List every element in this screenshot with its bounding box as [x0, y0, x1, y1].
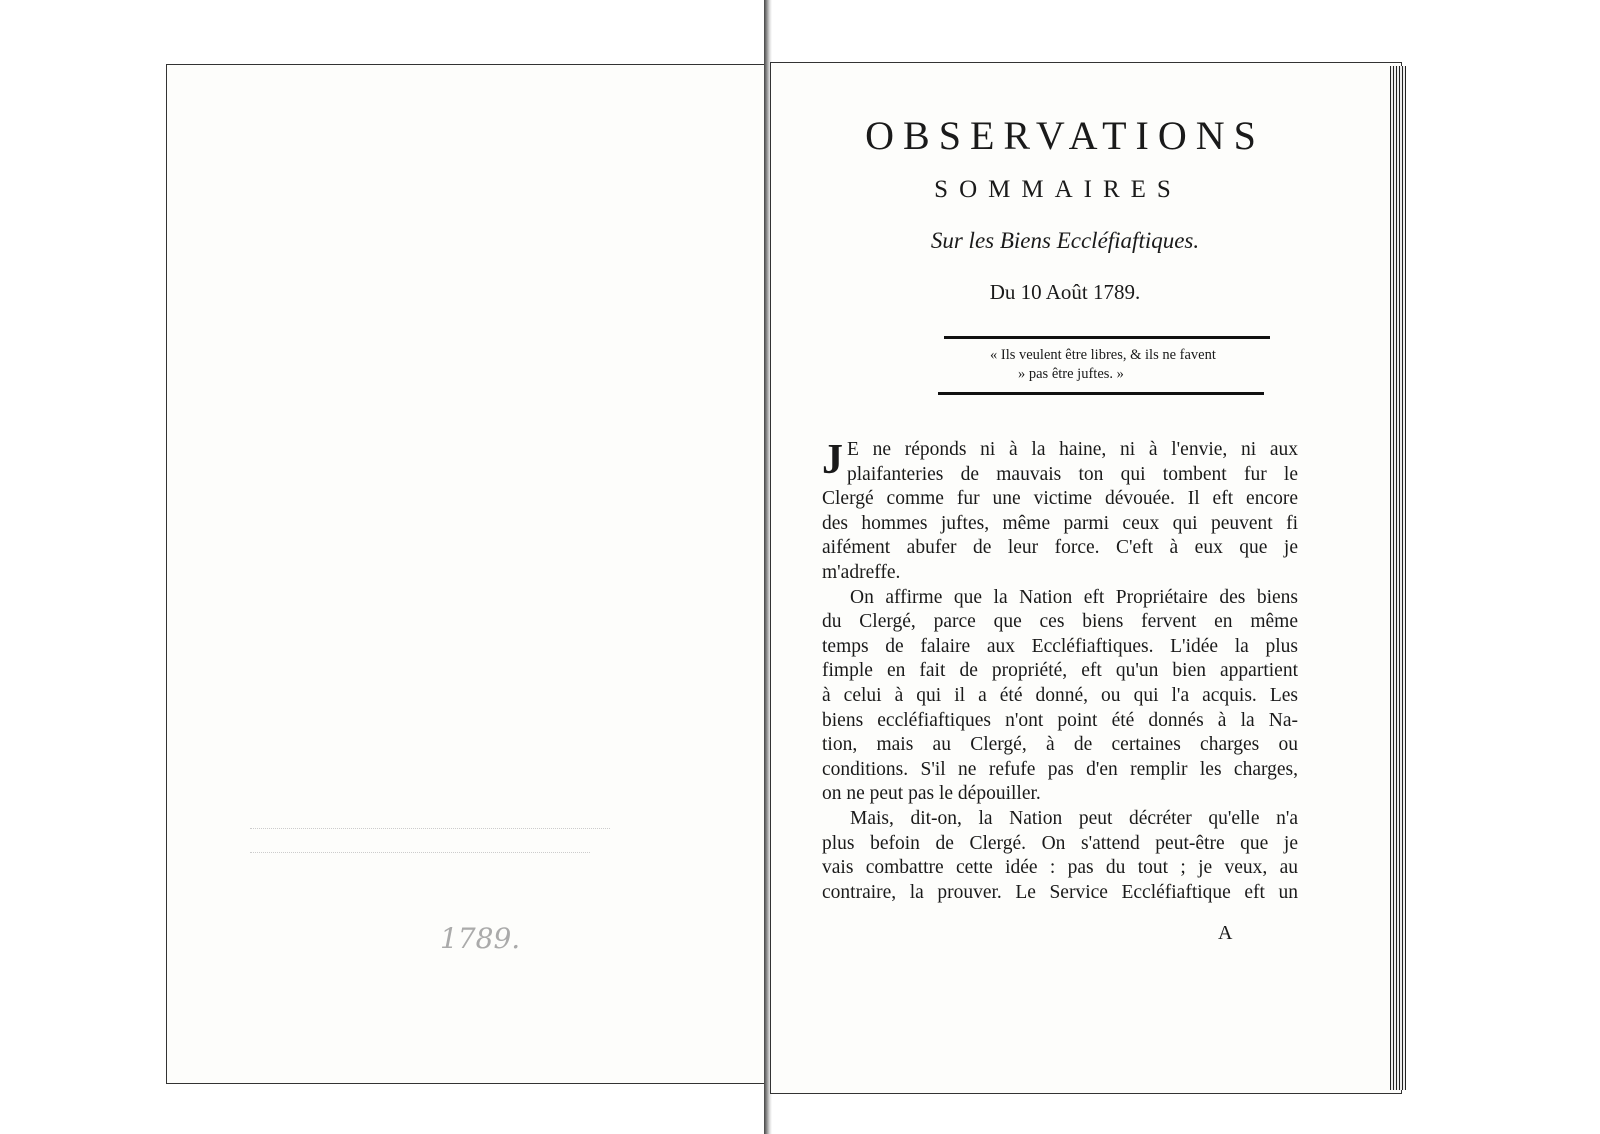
page-topic: Sur les Biens Eccléfiaftiques. — [930, 228, 1200, 253]
text-line: tion, mais au Clergé, à de certaines charges ou — [822, 734, 1298, 756]
text-line: temps de falaire aux Eccléfiaftiques. L'idée la plus — [822, 635, 1298, 657]
epigraph — [990, 346, 1295, 384]
text-line: on ne peut pas le dépouiller. — [822, 783, 1041, 805]
text-line: E ne réponds ni à la haine, ni à l'envie, ni aux — [847, 439, 1298, 460]
paragraph-1 — [822, 438, 1298, 586]
body-text — [822, 438, 1298, 905]
page-title: OBSERVATIONS — [865, 113, 1265, 158]
show-through-date: 1789. — [440, 922, 521, 955]
text-line: conditions. S'il ne refufe pas d'en remplir les charges, — [822, 758, 1298, 780]
show-through-line — [250, 852, 590, 854]
text-line: m'adreffe. — [822, 561, 901, 583]
signature-mark: A — [1218, 922, 1233, 944]
text-line: contraire, la prouver. Le Service Eccléfiaftique eft un — [822, 881, 1298, 903]
show-through-line — [250, 828, 610, 830]
text-line: fimple en fait de propriété, eft qu'un bien appartient — [822, 660, 1298, 682]
paragraph-3 — [822, 807, 1298, 905]
page-subtitle: SOMMAIRES — [934, 176, 1182, 203]
text-line: Mais, dit-on, la Nation peut décréter qu'elle n'a — [850, 807, 1298, 829]
text-line: plaifanteries de mauvais ton qui tombent fur le — [847, 463, 1298, 485]
epigraph-bottom-rule — [938, 392, 1264, 395]
paragraph-2 — [822, 586, 1298, 807]
text-line: aifément abufer de leur force. C'eft à eux que je — [822, 537, 1298, 559]
page-edges — [1390, 66, 1406, 1090]
text-line: du Clergé, parce que ces biens fervent en même — [822, 611, 1298, 633]
text-line: On affirme que la Nation eft Propriétaire des biens — [850, 586, 1298, 608]
text-line: des hommes juftes, même parmi ceux qui peuvent fi — [822, 512, 1298, 534]
text-line: à celui à qui il a été donné, ou qui l'a acquis. Les — [822, 684, 1298, 706]
drop-cap: J — [822, 437, 843, 483]
epigraph-top-rule — [944, 336, 1270, 339]
text-line: vais combattre cette idée : pas du tout ; je veux, au — [822, 857, 1298, 879]
text-line: Clergé comme fur une victime dévouée. Il eft encore — [822, 488, 1298, 510]
epigraph-line: « Ils veulent être libres, & ils ne favent — [990, 347, 1216, 363]
epigraph-line: » pas être juftes. » — [1018, 366, 1124, 382]
text-line: biens eccléfiaftiques n'ont point été donnés à la Na- — [822, 709, 1298, 731]
page-date: Du 10 Août 1789. — [989, 280, 1141, 304]
text-line: plus befoin de Clergé. On s'attend peut-être que je — [822, 832, 1298, 854]
